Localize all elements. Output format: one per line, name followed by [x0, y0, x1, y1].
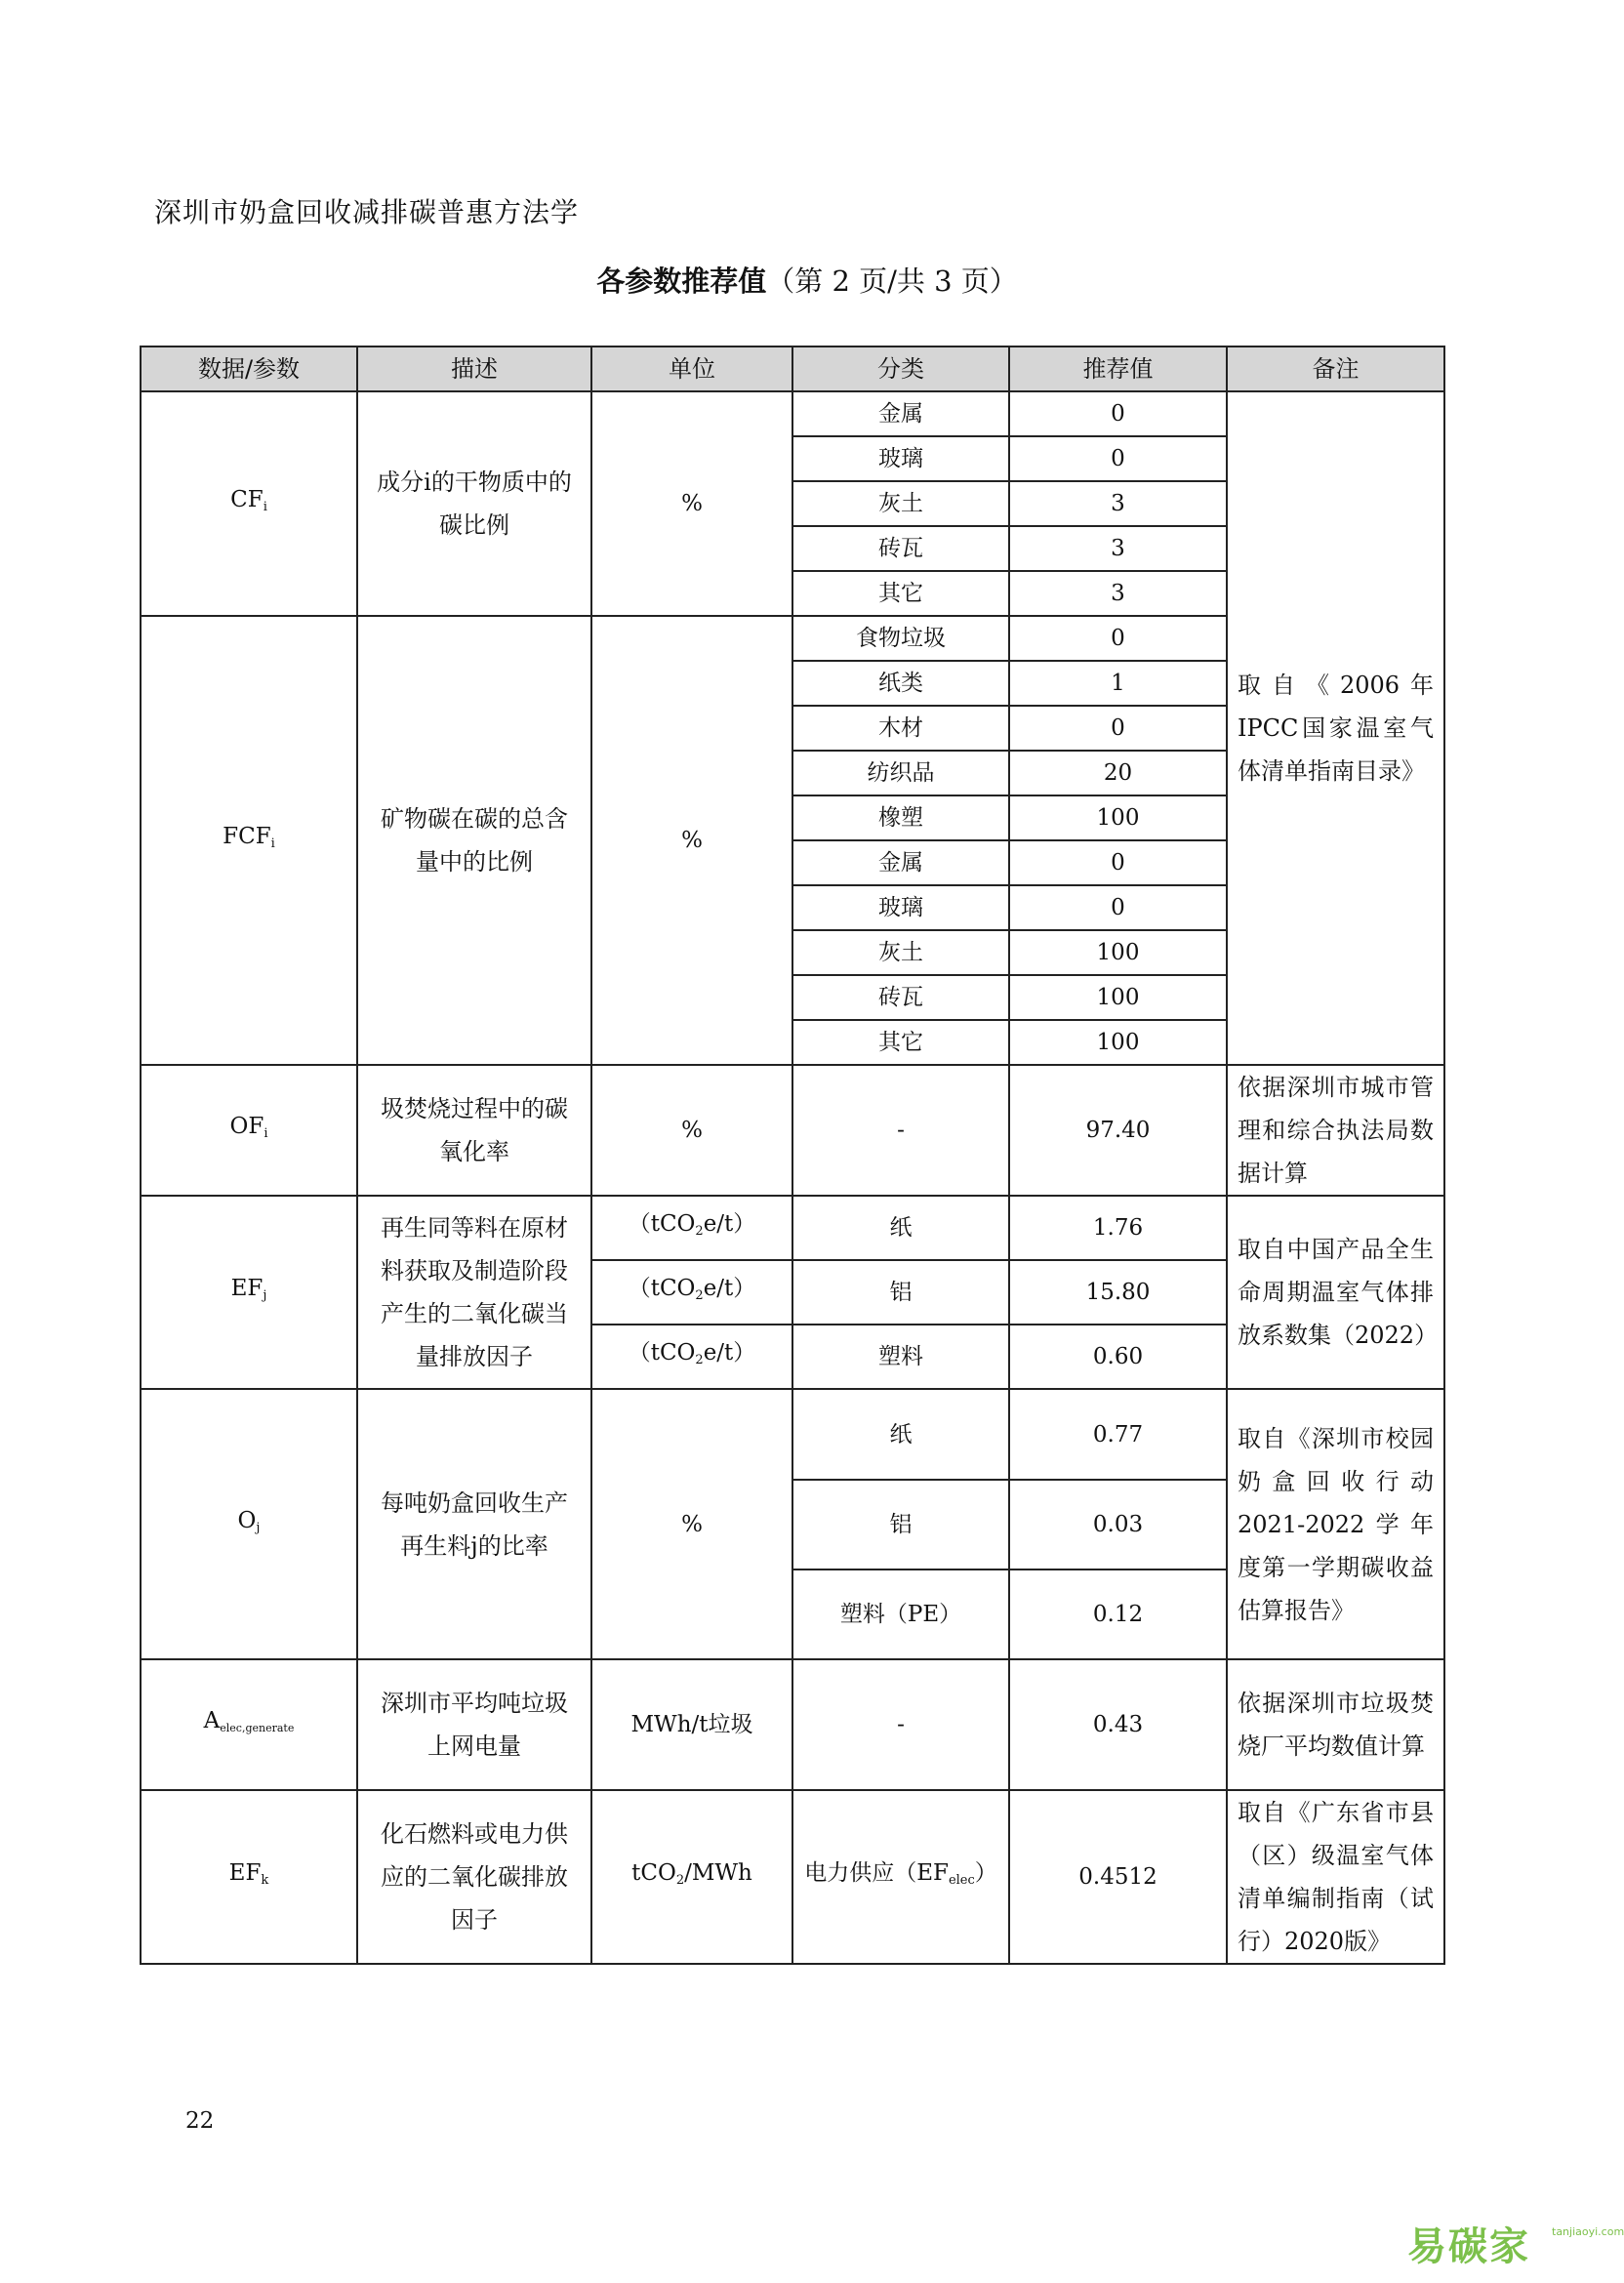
table-row: [141, 1389, 1444, 1480]
value-cell: 20: [1009, 751, 1227, 795]
watermark-logo: 易碳家: [1407, 2224, 1530, 2269]
note-cell-of: 依据深圳市城市管理和综合执法局数据计算: [1227, 1065, 1444, 1196]
category-cell: 纸: [792, 1389, 1009, 1480]
unit-cell-fcf: %: [591, 616, 792, 1065]
unit-cell-o-j: %: [591, 1389, 792, 1659]
description-cell-cf: 成分i的干物质中的碳比例: [357, 391, 591, 616]
value-cell: 0.60: [1009, 1325, 1227, 1389]
category-cell: 金属: [792, 840, 1009, 885]
unit-cell-ef-j: （tCO$_2$e/t）: [591, 1325, 792, 1389]
value-cell: 0.4512: [1009, 1790, 1227, 1964]
value-cell: 1: [1009, 661, 1227, 706]
category-cell: 其它: [792, 1020, 1009, 1065]
value-cell: 0: [1009, 436, 1227, 481]
watermark-domain: tanjiaoyi.com: [1552, 2225, 1624, 2238]
unit-cell-cf: %: [591, 391, 792, 616]
category-cell: 玻璃: [792, 436, 1009, 481]
param-cell-cf: $CF_i$: [141, 391, 357, 616]
category-cell: 纸: [792, 1196, 1009, 1260]
note-cell-ipcc: 取自《2006年IPCC国家温室气体清单指南目录》: [1227, 391, 1444, 1065]
param-cell-o-j: $O_j$: [141, 1389, 357, 1659]
value-cell: 100: [1009, 930, 1227, 975]
table-row: [141, 1659, 1444, 1790]
category-cell: 食物垃圾: [792, 616, 1009, 661]
category-cell: 塑料（PE）: [792, 1570, 1009, 1659]
description-cell-ef-j: 再生同等料在原材料获取及制造阶段产生的二氧化碳当量排放因子: [357, 1196, 591, 1389]
description-cell-fcf: 矿物碳在碳的总含量中的比例: [357, 616, 591, 1065]
category-cell: -: [792, 1659, 1009, 1790]
note-cell-ef-k: 取自《广东省市县（区）级温室气体清单编制指南（试行）2020版》: [1227, 1790, 1444, 1964]
description-cell-of: 圾焚烧过程中的碳氧化率: [357, 1065, 591, 1196]
unit-cell-of: %: [591, 1065, 792, 1196]
param-cell-ef-j: $EF_j$: [141, 1196, 357, 1389]
value-cell: 3: [1009, 481, 1227, 526]
category-cell: 木材: [792, 706, 1009, 751]
value-cell: 15.80: [1009, 1260, 1227, 1325]
table-caption-page-info: （第 2 页/共 3 页）: [766, 265, 1018, 298]
param-cell-a-elec: $A_{elec,generate}$: [141, 1659, 357, 1790]
value-cell: 0.03: [1009, 1480, 1227, 1570]
param-cell-ef-k: $EF_k$: [141, 1790, 357, 1964]
column-header-note: 备注: [1227, 347, 1444, 391]
table-caption-title: 各参数推荐值: [596, 265, 767, 298]
table-header-row: [141, 347, 1444, 391]
description-cell-ef-k: 化石燃料或电力供应的二氧化碳排放因子: [357, 1790, 591, 1964]
category-cell: 铝: [792, 1480, 1009, 1570]
category-cell: 塑料: [792, 1325, 1009, 1389]
table-row: [141, 1196, 1444, 1260]
value-cell: 0: [1009, 616, 1227, 661]
category-cell: 砖瓦: [792, 975, 1009, 1020]
category-cell: 其它: [792, 571, 1009, 616]
param-cell-of: $OF_i$: [141, 1065, 357, 1196]
value-cell: 100: [1009, 1020, 1227, 1065]
value-cell: 97.40: [1009, 1065, 1227, 1196]
note-cell-o-j: 取自《深圳市校园奶盒回收行动2021-2022学年度第一学期碳收益估算报告》: [1227, 1389, 1444, 1659]
column-header-category: 分类: [792, 347, 1009, 391]
value-cell: 0.77: [1009, 1389, 1227, 1480]
document-header-title: 深圳市奶盒回收减排碳普惠方法学: [154, 196, 580, 228]
param-cell-fcf: $FCF_i$: [141, 616, 357, 1065]
description-cell-o-j: 每吨奶盒回收生产再生料j的比率: [357, 1389, 591, 1659]
category-cell: 砖瓦: [792, 526, 1009, 571]
page-number: 22: [185, 2108, 215, 2134]
category-cell: 金属: [792, 391, 1009, 436]
value-cell: 0: [1009, 840, 1227, 885]
value-cell: 0: [1009, 391, 1227, 436]
category-cell: 纺织品: [792, 751, 1009, 795]
column-header-unit: 单位: [591, 347, 792, 391]
description-cell-a-elec: 深圳市平均吨垃圾上网电量: [357, 1659, 591, 1790]
category-cell: 玻璃: [792, 885, 1009, 930]
unit-cell-ef-j: （tCO$_2$e/t）: [591, 1260, 792, 1325]
value-cell: 1.76: [1009, 1196, 1227, 1260]
column-header-parameter: 数据/参数: [141, 347, 357, 391]
value-cell: 3: [1009, 571, 1227, 616]
unit-cell-ef-j: （tCO$_2$e/t）: [591, 1196, 792, 1260]
category-cell: 灰土: [792, 481, 1009, 526]
table-row: [141, 1790, 1444, 1964]
category-cell: 灰土: [792, 930, 1009, 975]
table-row: [141, 391, 1444, 436]
unit-cell-ef-k: tCO$_2$/MWh: [591, 1790, 792, 1964]
category-cell: 铝: [792, 1260, 1009, 1325]
parameter-table: [140, 346, 1445, 1965]
value-cell: 3: [1009, 526, 1227, 571]
note-cell-a-elec: 依据深圳市垃圾焚烧厂平均数值计算: [1227, 1659, 1444, 1790]
column-header-recommended-value: 推荐值: [1009, 347, 1227, 391]
value-cell: 0: [1009, 706, 1227, 751]
value-cell: 0.12: [1009, 1570, 1227, 1659]
category-cell: 电力供应$(EF_{elec})$: [792, 1790, 1009, 1964]
note-cell-ef-j: 取自中国产品全生命周期温室气体排放系数集（2022）: [1227, 1196, 1444, 1389]
value-cell: 100: [1009, 795, 1227, 840]
category-cell: 纸类: [792, 661, 1009, 706]
unit-cell-a-elec: MWh/t垃圾: [591, 1659, 792, 1790]
table-caption: [0, 260, 1614, 300]
table-row: [141, 1065, 1444, 1196]
category-cell: 橡塑: [792, 795, 1009, 840]
value-cell: 0: [1009, 885, 1227, 930]
value-cell: 100: [1009, 975, 1227, 1020]
value-cell: 0.43: [1009, 1659, 1227, 1790]
column-header-description: 描述: [357, 347, 591, 391]
category-cell: -: [792, 1065, 1009, 1196]
